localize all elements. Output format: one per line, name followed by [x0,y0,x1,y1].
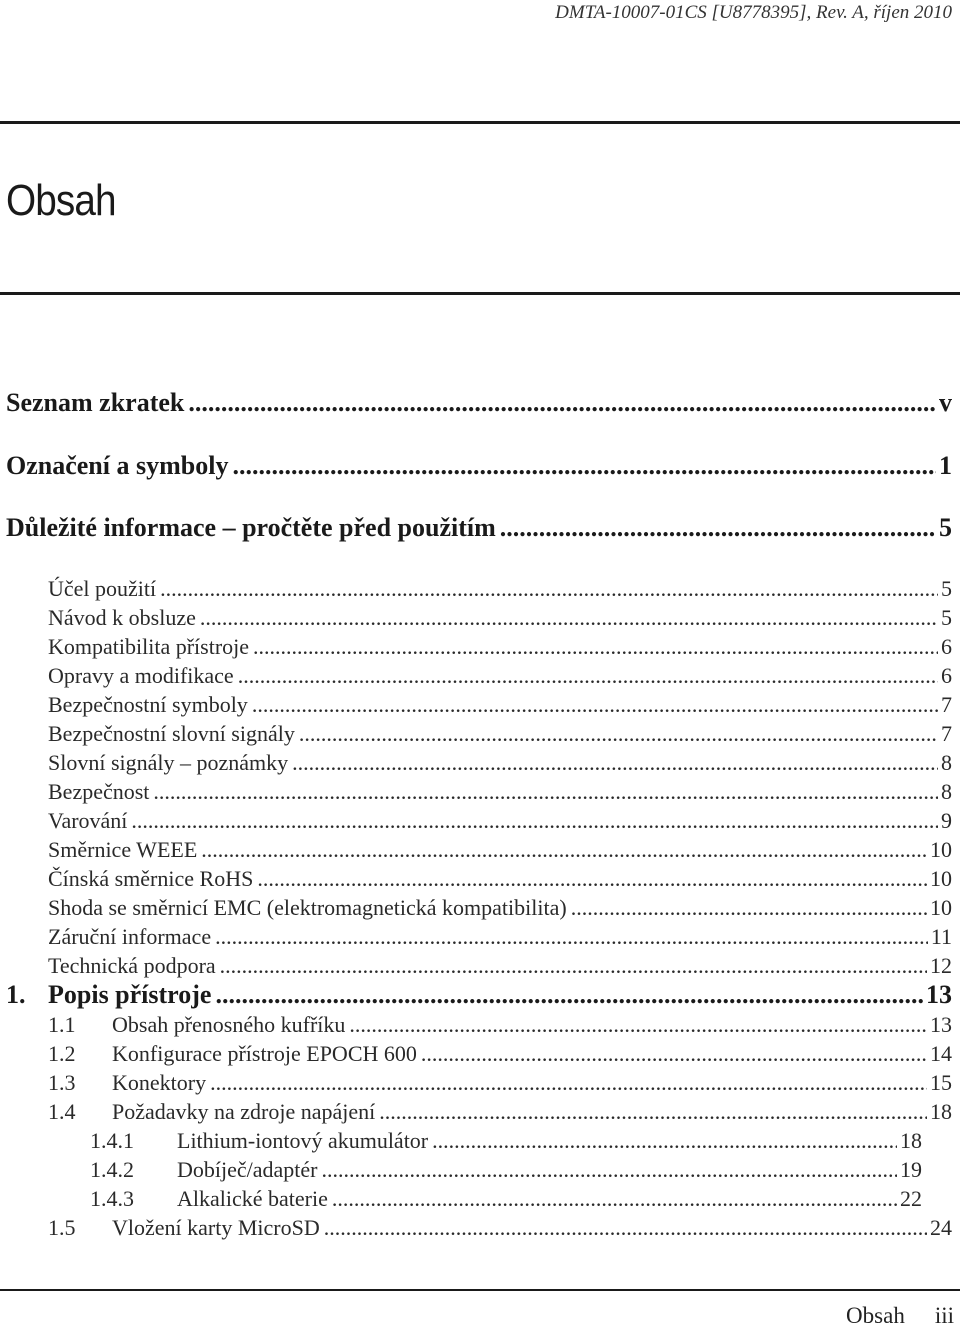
toc-entry-label: Kompatibilita přístroje [48,634,250,659]
toc-entry[interactable] [48,1099,952,1125]
toc-entry-number: 1.4.3 [90,1186,134,1211]
toc-entry-page: 10 [930,837,952,862]
toc-entry-page: 6 [941,663,952,688]
toc-dot-leader [257,866,927,892]
toc-entry-label: Seznam zkratek [6,388,185,417]
toc-entry[interactable] [48,837,952,863]
toc-entry[interactable] [48,808,952,834]
toc-entry[interactable] [6,513,952,543]
toc-entry[interactable] [48,634,952,660]
toc-entry[interactable] [48,866,952,892]
toc-dot-leader [332,1186,897,1212]
toc-entry[interactable] [48,895,952,921]
toc-entry-label: Návod k obsluze [48,605,196,630]
toc-entry-number: 1.2 [48,1041,76,1066]
toc-entry-label: Požadavky na zdroje napájení [112,1099,376,1124]
toc-entry-page: 5 [939,513,952,542]
toc-entry[interactable] [48,663,952,689]
footer-section: Obsah [846,1303,905,1328]
toc-entry[interactable] [48,750,952,776]
toc-entry-page: 1 [939,451,952,480]
toc-entry-page: 6 [941,634,952,659]
toc-entry-page: 8 [941,779,952,804]
toc-dot-leader [500,513,936,543]
toc-dot-leader [349,1012,927,1038]
running-header: DMTA-10007-01CS [U8778395], Rev. A, říjen 2010 [555,2,952,23]
toc-dot-leader [220,953,927,979]
toc-entry-label: Účel použití [48,576,157,601]
toc-dot-leader [571,895,927,921]
toc-dot-leader [153,779,938,805]
top-rule [0,121,960,124]
toc-entry[interactable] [48,721,952,747]
toc-entry-label: Alkalické baterie [177,1186,328,1211]
toc-entry-label: Obsah přenosného kufříku [112,1012,346,1037]
toc-dot-leader [252,692,938,718]
toc-dot-leader [215,980,923,1010]
toc-entry-page: 10 [930,866,952,891]
toc-entry-page: 12 [930,953,952,978]
toc-entry[interactable] [48,1041,952,1067]
toc-entry[interactable] [6,980,952,1010]
toc-entry-number: 1.3 [48,1070,76,1095]
toc-entry[interactable] [48,953,952,979]
toc-entry-label: Popis přístroje [48,980,212,1009]
toc-dot-leader [379,1099,927,1125]
toc-entry-page: 11 [930,924,952,949]
toc-dot-leader [238,663,938,689]
toc-entry-label: Směrnice WEEE [48,837,198,862]
toc-entry[interactable] [6,451,952,481]
toc-dot-leader [299,721,938,747]
toc-entry-label: Bezpečnostní symboly [48,692,248,717]
toc-dot-leader [201,837,927,863]
toc-entry-number: 1.4.1 [90,1128,134,1153]
toc-entry[interactable] [48,692,952,718]
toc-entry-number: 1.1 [48,1012,76,1037]
toc-entry-label: Označení a symboly [6,451,229,480]
toc-entry-label: Čínská směrnice RoHS [48,866,254,891]
toc-entry-label: Slovní signály – poznámky [48,750,289,775]
page-title: Obsah [6,176,116,225]
toc-entry-page: 7 [941,692,952,717]
toc-entry-page: 10 [930,895,952,920]
toc-entry-label: Důležité informace – pročtěte před použitím [6,513,496,542]
title-rule [0,292,960,295]
toc-entry-page: v [939,388,952,417]
toc-entry-page: 15 [930,1070,952,1095]
bottom-rule [0,1289,960,1291]
toc-entry-label: Záruční informace [48,924,212,949]
toc-entry-label: Opravy a modifikace [48,663,234,688]
toc-entry-label: Konektory [112,1070,207,1095]
toc-entry-label: Vložení karty MicroSD [112,1215,320,1240]
toc-dot-leader [421,1041,927,1067]
toc-dot-leader [188,388,936,418]
toc-entry[interactable] [48,1070,952,1096]
toc-entry-number: 1. [6,980,26,1009]
toc-entry-page: 18 [930,1099,952,1124]
toc-entry[interactable] [48,1012,952,1038]
toc-dot-leader [215,924,928,950]
toc-entry-page: 19 [900,1157,922,1182]
toc-entry-label: Konfigurace přístroje EPOCH 600 [112,1041,417,1066]
toc-dot-leader [432,1128,897,1154]
toc-entry-page: 14 [930,1041,952,1066]
toc-entry-number: 1.4 [48,1099,76,1124]
toc-dot-leader [322,1157,898,1183]
toc-entry-label: Lithium-iontový akumulátor [177,1128,429,1153]
page-footer [846,1303,954,1329]
toc-entry-label: Shoda se směrnicí EMC (elektromagnetická kompatibilita) [48,895,567,920]
toc-dot-leader [232,451,936,481]
toc-dot-leader [131,808,938,834]
toc-entry[interactable] [48,924,952,950]
toc-entry[interactable] [48,1215,952,1241]
toc-entry-label: Dobíječ/adaptér [177,1157,318,1182]
toc-entry-page: 9 [941,808,952,833]
toc-entry-page: 13 [926,980,952,1009]
toc-entry-page: 13 [930,1012,952,1037]
toc-entry-number: 1.4.2 [90,1157,134,1182]
toc-entry-label: Bezpečnost [48,779,150,804]
footer-page-number: iii [934,1303,954,1328]
toc-entry[interactable] [6,388,952,418]
toc-entry[interactable] [48,605,952,631]
toc-entry-page: 5 [941,605,952,630]
toc-entry-page: 18 [900,1128,922,1153]
toc-entry[interactable] [48,576,952,602]
toc-entry[interactable] [90,1128,922,1154]
toc-entry-number: 1.5 [48,1215,76,1240]
toc-entry[interactable] [48,779,952,805]
toc-dot-leader [292,750,938,776]
toc-entry[interactable] [90,1157,922,1183]
toc-dot-leader [210,1070,927,1096]
toc-entry-page: 24 [930,1215,952,1240]
toc-entry-label: Bezpečnostní slovní signály [48,721,295,746]
toc-entry-page: 5 [941,576,952,601]
toc-dot-leader [160,576,938,602]
toc-dot-leader [324,1215,927,1241]
toc-entry-page: 22 [900,1186,922,1211]
toc-entry-label: Technická podpora [48,953,216,978]
toc-entry-page: 8 [941,750,952,775]
toc-entry-page: 7 [941,721,952,746]
toc-dot-leader [200,605,938,631]
toc-entry-label: Varování [48,808,128,833]
toc-dot-leader [253,634,938,660]
toc-entry[interactable] [90,1186,922,1212]
